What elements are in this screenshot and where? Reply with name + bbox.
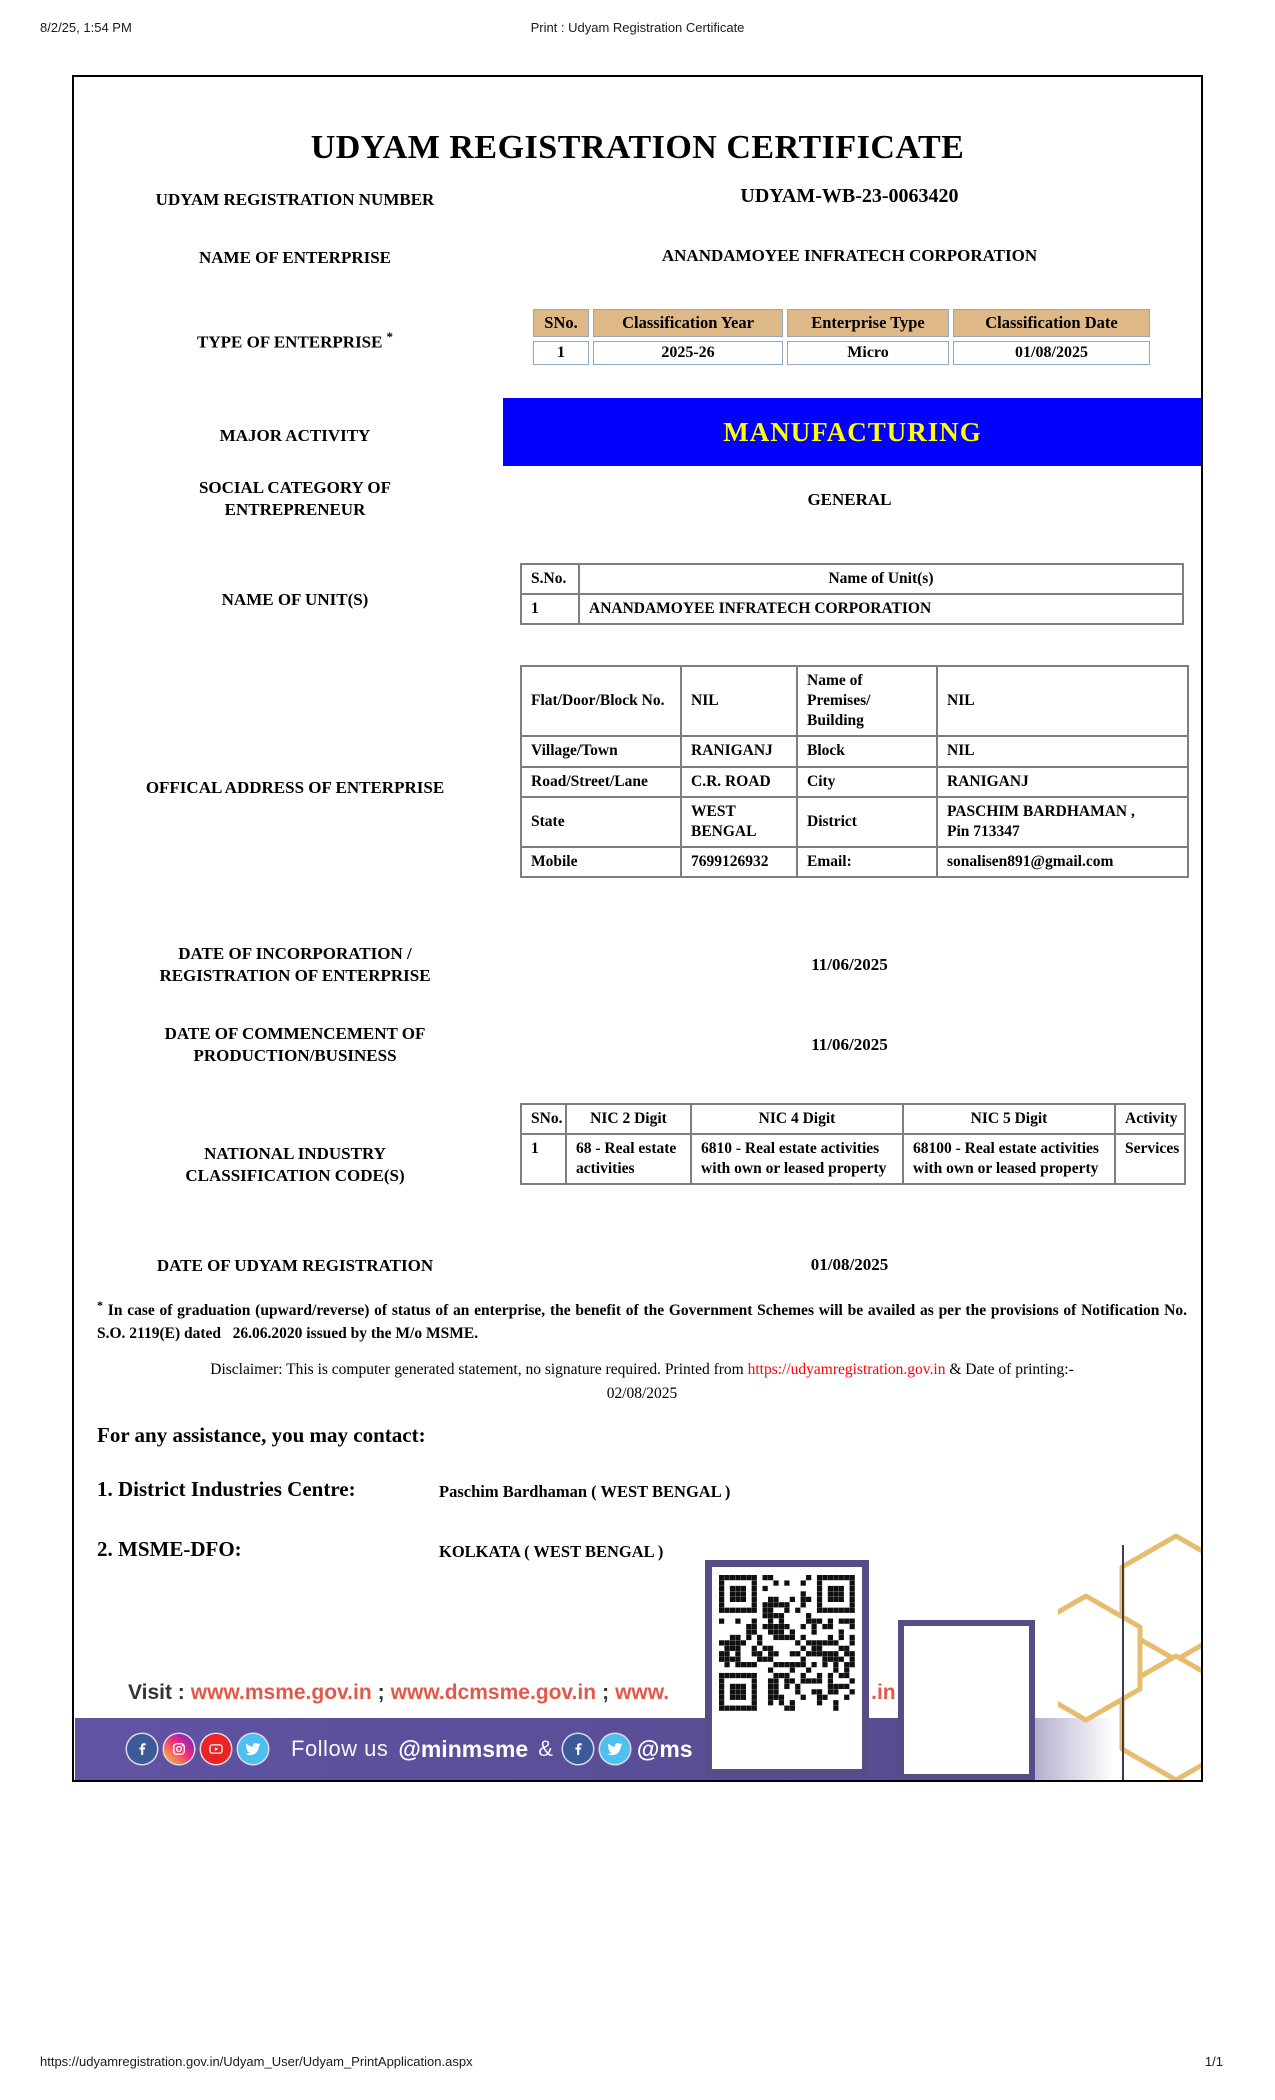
third-link-suffix: .in	[871, 1681, 896, 1704]
nic-label: NATIONAL INDUSTRY CLASSIFICATION CODE(S)	[185, 1144, 405, 1186]
enterprise-name-label: NAME OF ENTERPRISE	[198, 248, 392, 267]
column-header: Enterprise Type	[787, 309, 949, 337]
column-header: S.No.	[521, 564, 579, 594]
assistance-item-dic-value: Paschim Bardhaman ( WEST BENGAL )	[439, 1482, 731, 1501]
table-cell: 6810 - Real estate activities with own or leased property	[691, 1134, 903, 1184]
honeycomb-decoration	[1058, 1528, 1203, 1780]
column-header: Classification Date	[953, 309, 1150, 337]
certificate-body	[72, 75, 1203, 1782]
incorporation-date-value: 11/06/2025	[811, 955, 888, 974]
column-header: Name of Unit(s)	[579, 564, 1183, 594]
urn-value: UDYAM-WB-23-0063420	[740, 185, 959, 207]
table-cell: Services	[1115, 1134, 1185, 1184]
table-cell: sonalisen891@gmail.com	[937, 847, 1188, 877]
assistance-heading: For any assistance, you may contact:	[97, 1423, 426, 1447]
print-source-url: https://udyamregistration.gov.in/Udyam_User/Udyam_PrintApplication.aspx	[40, 2054, 473, 2069]
table-cell: WEST BENGAL	[681, 797, 797, 847]
visit-label: Visit :	[128, 1681, 185, 1704]
table-cell: 1	[533, 341, 589, 365]
address-label: OFFICAL ADDRESS OF ENTERPRISE	[145, 778, 445, 797]
twitter-icon-secondary[interactable]	[600, 1734, 630, 1764]
table-cell: Email:	[797, 847, 937, 877]
nic-header-row	[521, 1104, 1185, 1134]
table-cell: 2025-26	[593, 341, 783, 365]
table-cell: 7699126932	[681, 847, 797, 877]
qr-code	[705, 1560, 869, 1776]
visit-links-line: Visit : www.msme.gov.in ; www.dcmsme.gov.in ; www. .in	[128, 1681, 896, 1704]
address-table	[520, 665, 1189, 878]
commencement-date-value: 11/06/2025	[811, 1035, 888, 1054]
facebook-icon-secondary[interactable]	[563, 1734, 593, 1764]
footer-divider-line	[1122, 1545, 1124, 1780]
table-cell: NIL	[681, 666, 797, 736]
table-cell: 68 - Real estate activities	[566, 1134, 691, 1184]
table-cell: PASCHIM BARDHAMAN , Pin 713347	[937, 797, 1188, 847]
printing-date: 02/08/2025	[606, 1385, 678, 1403]
secondary-handle: @ms	[636, 1735, 693, 1762]
table-row	[521, 666, 1188, 736]
units-header-row	[521, 564, 1183, 594]
column-header: SNo.	[521, 1104, 566, 1134]
table-cell: ANANDAMOYEE INFRATECH CORPORATION	[579, 594, 1183, 624]
table-cell: NIL	[937, 736, 1188, 766]
registration-date-value: 01/08/2025	[810, 1255, 889, 1274]
ampersand-text: &	[538, 1736, 553, 1761]
dcmsme-link[interactable]: www.dcmsme.gov.in	[390, 1681, 597, 1704]
enterprise-name-value: ANANDAMOYEE INFRATECH CORPORATION	[661, 246, 1038, 265]
table-row	[521, 847, 1188, 877]
table-cell: Flat/Door/Block No.	[521, 666, 681, 736]
instagram-icon[interactable]	[164, 1734, 194, 1764]
table-cell: Name of Premises/ Building	[797, 666, 937, 736]
table-cell: District	[797, 797, 937, 847]
minmsme-handle[interactable]: @minmsme	[398, 1735, 529, 1762]
table-cell: RANIGANJ	[937, 767, 1188, 797]
assistance-item-dfo-label: 2. MSME-DFO:	[97, 1537, 242, 1561]
table-cell: Micro	[787, 341, 949, 365]
table-cell: State	[521, 797, 681, 847]
graduation-footnote: * In case of graduation (upward/reverse) of status of an enterprise, the benefit of the Government Schemes will be availed as per the provisions of Notification No. S.O. 2119(E) dated 26.06.2020 issued by the M/o MSME.	[97, 1298, 1188, 1342]
facebook-icon[interactable]	[127, 1734, 157, 1764]
assistance-item-dfo-value: KOLKATA ( WEST BENGAL )	[439, 1542, 664, 1561]
enterprise-type-label: TYPE OF ENTERPRISE *	[197, 329, 393, 352]
table-row	[521, 1134, 1185, 1184]
classification-header-row	[533, 309, 1150, 337]
column-header: SNo.	[533, 309, 589, 337]
table-cell: City	[797, 767, 937, 797]
nic-table	[520, 1103, 1186, 1185]
table-cell: Mobile	[521, 847, 681, 877]
browser-print-footer	[40, 2054, 1235, 2072]
registration-date-label: DATE OF UDYAM REGISTRATION	[156, 1256, 434, 1275]
footnote-star-marker: *	[386, 329, 393, 344]
signature-placeholder-box	[898, 1620, 1035, 1780]
table-row	[521, 767, 1188, 797]
table-row	[521, 736, 1188, 766]
assistance-item-dic-label: 1. District Industries Centre:	[97, 1477, 356, 1501]
table-cell: 68100 - Real estate activities with own or leased property	[903, 1134, 1115, 1184]
follow-us-text: Follow us	[291, 1736, 389, 1761]
certificate-title: UDYAM REGISTRATION CERTIFICATE	[310, 129, 965, 166]
twitter-icon[interactable]	[238, 1734, 268, 1764]
table-cell: Road/Street/Lane	[521, 767, 681, 797]
table-cell: 01/08/2025	[953, 341, 1150, 365]
print-page-title: Print : Udyam Registration Certificate	[530, 20, 745, 35]
table-row	[521, 594, 1183, 624]
classification-table	[529, 305, 1154, 369]
column-header: Classification Year	[593, 309, 783, 337]
print-datetime: 8/2/25, 1:54 PM	[40, 20, 132, 35]
commencement-date-label: DATE OF COMMENCEMENT OF PRODUCTION/BUSINESS	[164, 1024, 426, 1066]
table-cell: Block	[797, 736, 937, 766]
table-cell: C.R. ROAD	[681, 767, 797, 797]
table-row	[521, 797, 1188, 847]
browser-print-header	[40, 20, 1235, 38]
table-cell: 1	[521, 1134, 566, 1184]
third-link-prefix[interactable]: www.	[615, 1681, 670, 1704]
table-cell: Village/Town	[521, 736, 681, 766]
youtube-icon[interactable]	[201, 1734, 231, 1764]
table-cell: NIL	[937, 666, 1188, 736]
table-row	[533, 341, 1150, 365]
major-activity-banner: MANUFACTURING	[503, 398, 1202, 466]
msme-link[interactable]: www.msme.gov.in	[190, 1681, 372, 1704]
print-page-number: 1/1	[1204, 2054, 1223, 2069]
table-cell: RANIGANJ	[681, 736, 797, 766]
social-category-value: GENERAL	[807, 490, 892, 509]
disclaimer: Disclaimer: This is computer generated statement, no signature required. Printed from https://udyamregistration.gov.in & Date of printing:- 02/08/2025	[210, 1361, 1074, 1403]
incorporation-date-label: DATE OF INCORPORATION / REGISTRATION OF ENTERPRISE	[159, 944, 431, 986]
urn-label: UDYAM REGISTRATION NUMBER	[155, 190, 435, 209]
column-header: Activity	[1115, 1104, 1185, 1134]
column-header: NIC 2 Digit	[566, 1104, 691, 1134]
column-header: NIC 4 Digit	[691, 1104, 903, 1134]
units-label: NAME OF UNIT(S)	[221, 590, 369, 609]
column-header: NIC 5 Digit	[903, 1104, 1115, 1134]
udyam-portal-link[interactable]: https://udyamregistration.gov.in	[747, 1361, 946, 1378]
social-category-label: SOCIAL CATEGORY OF ENTREPRENEUR	[198, 478, 392, 520]
units-table	[520, 563, 1184, 625]
footnote-star: *	[97, 1298, 103, 1312]
table-cell: 1	[521, 594, 579, 624]
major-activity-label: MAJOR ACTIVITY	[219, 426, 371, 445]
